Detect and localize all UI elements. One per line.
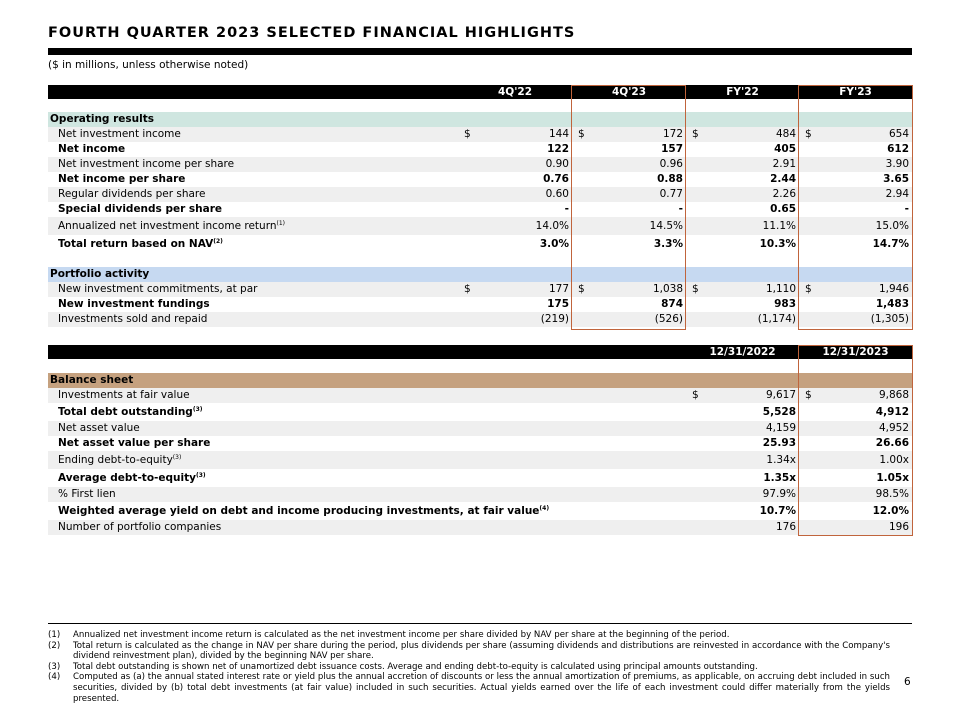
currency-symbol: [458, 172, 472, 187]
row-label-text: Special dividends per share: [58, 203, 223, 215]
currency-symbol: [686, 202, 700, 217]
footnote-ref: (3): [172, 454, 182, 461]
value-cell: 5,528: [762, 406, 796, 418]
title-underline: [48, 48, 912, 55]
row-label-text: Investments at fair value: [58, 389, 190, 401]
currency-symbol: [799, 187, 813, 202]
value-cell: 1.00x: [813, 451, 912, 469]
row-label-text: Total debt outstanding: [58, 406, 193, 418]
section-operating-results: [48, 112, 912, 127]
currency-symbol: $: [458, 127, 472, 142]
currency-symbol: [799, 487, 813, 502]
value-cell: -: [564, 203, 569, 215]
footnote-number: (3): [48, 661, 61, 672]
value-cell: 97.9%: [700, 487, 799, 502]
currency-symbol: [686, 502, 700, 520]
currency-symbol: [686, 297, 700, 312]
table-row: [48, 436, 912, 451]
value-cell: 654: [813, 127, 912, 142]
row-label: [48, 217, 458, 235]
row-label-text: New investment fundings: [58, 298, 210, 310]
currency-symbol: [458, 187, 472, 202]
row-label-text: Investments sold and repaid: [58, 313, 208, 325]
value-cell: -: [678, 203, 683, 215]
header-12-31-2023: 12/31/2023: [799, 345, 912, 359]
value-cell: 26.66: [875, 437, 909, 449]
value-cell: 2.91: [700, 157, 799, 172]
currency-symbol: [572, 235, 586, 253]
table-row: [48, 297, 912, 312]
currency-symbol: [799, 217, 813, 235]
footnote-ref: (3): [195, 472, 206, 479]
footnote-text: Computed as (a) the annual stated interest rate or yield plus the annual accretion of discounts or less the annual amortization of premiums, as applicable, on accruing debt included in such securities, divided by (b) total debt investments (at fair value) included in such securities. Actual yields earned over the life of each investment could differ materially from the yields presented.: [73, 672, 890, 704]
row-label-text: Weighted average yield on debt and income producing investments, at fair value: [58, 505, 540, 517]
header-4q23: 4Q'23: [572, 85, 686, 99]
row-label-text: Ending debt-to-equity: [58, 454, 173, 466]
currency-symbol: [686, 436, 700, 451]
value-cell: 4,952: [813, 421, 912, 436]
highlights-table: [48, 85, 912, 327]
row-label-text: Net investment income per share: [58, 158, 235, 170]
footnote-item: [48, 662, 890, 673]
footnote-item: [48, 672, 890, 704]
currency-symbol: [799, 202, 813, 217]
section-label: Operating results: [48, 112, 912, 127]
table-row: [48, 421, 912, 436]
row-label-text: % First lien: [58, 488, 116, 500]
table-row: [48, 502, 912, 520]
value-cell: 612: [887, 143, 910, 155]
value-cell: 874: [661, 298, 683, 310]
value-cell: 3.65: [883, 173, 910, 185]
value-cell: 15.0%: [813, 217, 912, 235]
value-cell: 1,110: [700, 282, 799, 297]
currency-symbol: [799, 157, 813, 172]
row-label-text: Net income: [58, 143, 126, 155]
value-cell: 14.7%: [872, 238, 910, 250]
currency-symbol: [686, 157, 700, 172]
currency-symbol: $: [686, 127, 700, 142]
footnote-item: [48, 641, 890, 662]
footnote-text: Annualized net investment income return is calculated as the net investment income per share divided by NAV per share at the beginning of the period.: [73, 630, 730, 640]
currency-symbol: [572, 172, 586, 187]
currency-symbol: $: [799, 127, 813, 142]
value-cell: 0.60: [472, 187, 572, 202]
row-label: [48, 202, 458, 217]
section-label: Portfolio activity: [48, 267, 912, 282]
page-number: 6: [904, 676, 911, 688]
row-label: [48, 187, 458, 202]
currency-symbol: [686, 172, 700, 187]
currency-symbol: [572, 297, 586, 312]
header-4q22: 4Q'22: [458, 85, 572, 99]
value-cell: 2.94: [813, 187, 912, 202]
header-12-31-2022: 12/31/2022: [686, 345, 799, 359]
row-label: [48, 403, 686, 421]
row-label-text: Annualized net investment income return: [58, 220, 277, 232]
value-cell: 0.88: [657, 173, 683, 185]
value-cell: 1.05x: [876, 472, 909, 484]
row-label-text: Regular dividends per share: [58, 188, 206, 200]
value-cell: (526): [586, 312, 686, 327]
footnote-number: (4): [48, 672, 61, 683]
value-cell: 14.5%: [586, 217, 686, 235]
currency-symbol: [799, 502, 813, 520]
table-row: [48, 235, 912, 253]
currency-symbol: [686, 487, 700, 502]
currency-symbol: [799, 520, 813, 535]
currency-symbol: [686, 469, 700, 487]
value-cell: 10.7%: [759, 505, 796, 517]
currency-symbol: [799, 312, 813, 327]
currency-symbol: [458, 297, 472, 312]
currency-symbol: [458, 217, 472, 235]
table-row: [48, 142, 912, 157]
value-cell: 1.34x: [700, 451, 799, 469]
row-label: [48, 172, 458, 187]
value-cell: 0.90: [472, 157, 572, 172]
row-label-text: Total return based on NAV: [58, 238, 214, 250]
value-cell: 983: [774, 298, 797, 310]
value-cell: 11.1%: [700, 217, 799, 235]
value-cell: 4,912: [875, 406, 909, 418]
row-label: [48, 282, 458, 297]
footnotes: [48, 630, 890, 704]
table-row: [48, 282, 912, 297]
currency-symbol: [686, 142, 700, 157]
footnote-ref: (3): [192, 406, 203, 413]
footnote-ref: (4): [539, 505, 550, 512]
row-label-text: Net income per share: [58, 173, 186, 185]
currency-symbol: [686, 235, 700, 253]
table-row: [48, 187, 912, 202]
footnote-ref: (1): [276, 220, 285, 227]
value-cell: 2.26: [700, 187, 799, 202]
currency-symbol: [572, 187, 586, 202]
value-cell: 4,159: [700, 421, 799, 436]
footnote-number: (2): [48, 640, 61, 651]
column-header-row: [48, 345, 912, 359]
row-label: [48, 142, 458, 157]
row-label: [48, 502, 686, 520]
footnote-divider: [48, 623, 912, 624]
spacer-row: [48, 253, 912, 267]
value-cell: 484: [700, 127, 799, 142]
footnote-text: Total return is calculated as the change in NAV per share during the period, plus dividends per share (assuming dividends and distributions are reinvested in accordance with the Company's dividend reinvestment plan), divided by the beginning NAV per share.: [73, 640, 890, 662]
row-label: [48, 312, 458, 327]
currency-symbol: $: [458, 282, 472, 297]
spacer-row: [48, 359, 912, 373]
value-cell: 14.0%: [472, 217, 572, 235]
value-cell: 0.65: [770, 203, 797, 215]
row-label: [48, 421, 686, 436]
currency-symbol: [458, 142, 472, 157]
table-row: [48, 403, 912, 421]
currency-symbol: [799, 436, 813, 451]
spacer-row: [48, 99, 912, 112]
value-cell: (1,305): [813, 312, 912, 327]
section-portfolio-activity: [48, 267, 912, 282]
row-label: [48, 388, 686, 403]
currency-symbol: [799, 469, 813, 487]
value-cell: 3.0%: [539, 238, 569, 250]
currency-symbol: [799, 403, 813, 421]
table-row: [48, 202, 912, 217]
value-cell: 1,483: [875, 298, 910, 310]
row-label: [48, 127, 458, 142]
currency-symbol: [458, 235, 472, 253]
currency-symbol: [572, 142, 586, 157]
row-label-text: Average debt-to-equity: [58, 472, 196, 484]
currency-symbol: $: [799, 388, 813, 403]
value-cell: 1,946: [813, 282, 912, 297]
table-row: [48, 487, 912, 502]
row-label-text: New investment commitments, at par: [58, 283, 258, 295]
row-label-text: Number of portfolio companies: [58, 521, 222, 533]
currency-symbol: $: [572, 282, 586, 297]
currency-symbol: [686, 520, 700, 535]
currency-symbol: [572, 202, 586, 217]
row-label-text: Net asset value: [58, 422, 140, 434]
value-cell: 98.5%: [813, 487, 912, 502]
currency-symbol: [686, 421, 700, 436]
currency-symbol: [572, 217, 586, 235]
units-note: ($ in millions, unless otherwise noted): [48, 59, 249, 71]
value-cell: 0.77: [586, 187, 686, 202]
value-cell: 1,038: [586, 282, 686, 297]
footnote-item: [48, 630, 890, 641]
table-row: [48, 451, 912, 469]
currency-symbol: [686, 403, 700, 421]
currency-symbol: [458, 157, 472, 172]
value-cell: 12.0%: [872, 505, 909, 517]
table-row: [48, 469, 912, 487]
value-cell: 122: [547, 143, 569, 155]
row-label: [48, 235, 458, 253]
currency-symbol: [458, 312, 472, 327]
footnote-ref: (2): [213, 238, 223, 245]
row-label: [48, 487, 686, 502]
currency-symbol: [686, 187, 700, 202]
value-cell: 1.35x: [763, 472, 796, 484]
table-row: [48, 127, 912, 142]
currency-symbol: [799, 142, 813, 157]
value-cell: 2.44: [770, 173, 797, 185]
currency-symbol: [799, 421, 813, 436]
value-cell: 9,617: [700, 388, 799, 403]
row-label: [48, 520, 686, 535]
table-row: [48, 157, 912, 172]
value-cell: 144: [472, 127, 572, 142]
value-cell: 405: [774, 143, 797, 155]
row-label: [48, 157, 458, 172]
value-cell: (219): [472, 312, 572, 327]
footnote-number: (1): [48, 630, 61, 640]
value-cell: 157: [661, 143, 683, 155]
value-cell: 9,868: [813, 388, 912, 403]
table-row: [48, 388, 912, 403]
currency-symbol: [458, 202, 472, 217]
value-cell: 3.90: [813, 157, 912, 172]
currency-symbol: [686, 312, 700, 327]
section-balance-sheet: [48, 373, 912, 388]
value-cell: 176: [700, 520, 799, 535]
value-cell: -: [904, 203, 910, 215]
value-cell: 0.96: [586, 157, 686, 172]
value-cell: (1,174): [700, 312, 799, 327]
currency-symbol: [799, 235, 813, 253]
table-row: [48, 312, 912, 327]
value-cell: 10.3%: [759, 238, 797, 250]
table-row: [48, 217, 912, 235]
row-label: [48, 436, 686, 451]
row-label: [48, 451, 686, 469]
row-label-text: Net asset value per share: [58, 437, 211, 449]
currency-symbol: [686, 217, 700, 235]
page-title: FOURTH QUARTER 2023 SELECTED FINANCIAL HIGHLIGHTS: [48, 25, 576, 41]
value-cell: 3.3%: [653, 238, 683, 250]
currency-symbol: $: [572, 127, 586, 142]
balance-sheet-table: [48, 345, 912, 535]
currency-symbol: $: [799, 282, 813, 297]
value-cell: 25.93: [762, 437, 796, 449]
value-cell: 175: [547, 298, 569, 310]
currency-symbol: [572, 157, 586, 172]
value-cell: 172: [586, 127, 686, 142]
currency-symbol: $: [686, 388, 700, 403]
table-row: [48, 520, 912, 535]
currency-symbol: [799, 451, 813, 469]
row-label-text: Net investment income: [58, 128, 181, 140]
currency-symbol: [686, 451, 700, 469]
table-row: [48, 172, 912, 187]
value-cell: 0.76: [543, 173, 569, 185]
currency-symbol: [799, 172, 813, 187]
currency-symbol: [799, 297, 813, 312]
footnote-text: Total debt outstanding is shown net of unamortized debt issuance costs. Average and ending debt-to-equity is calculated using principal amounts outstanding.: [73, 661, 758, 672]
value-cell: 196: [813, 520, 912, 535]
column-header-row: [48, 85, 912, 99]
currency-symbol: [572, 312, 586, 327]
currency-symbol: $: [686, 282, 700, 297]
header-fy22: FY'22: [686, 85, 799, 99]
section-label: Balance sheet: [48, 373, 912, 388]
row-label: [48, 297, 458, 312]
header-fy23: FY'23: [799, 85, 912, 99]
value-cell: 177: [472, 282, 572, 297]
row-label: [48, 469, 686, 487]
